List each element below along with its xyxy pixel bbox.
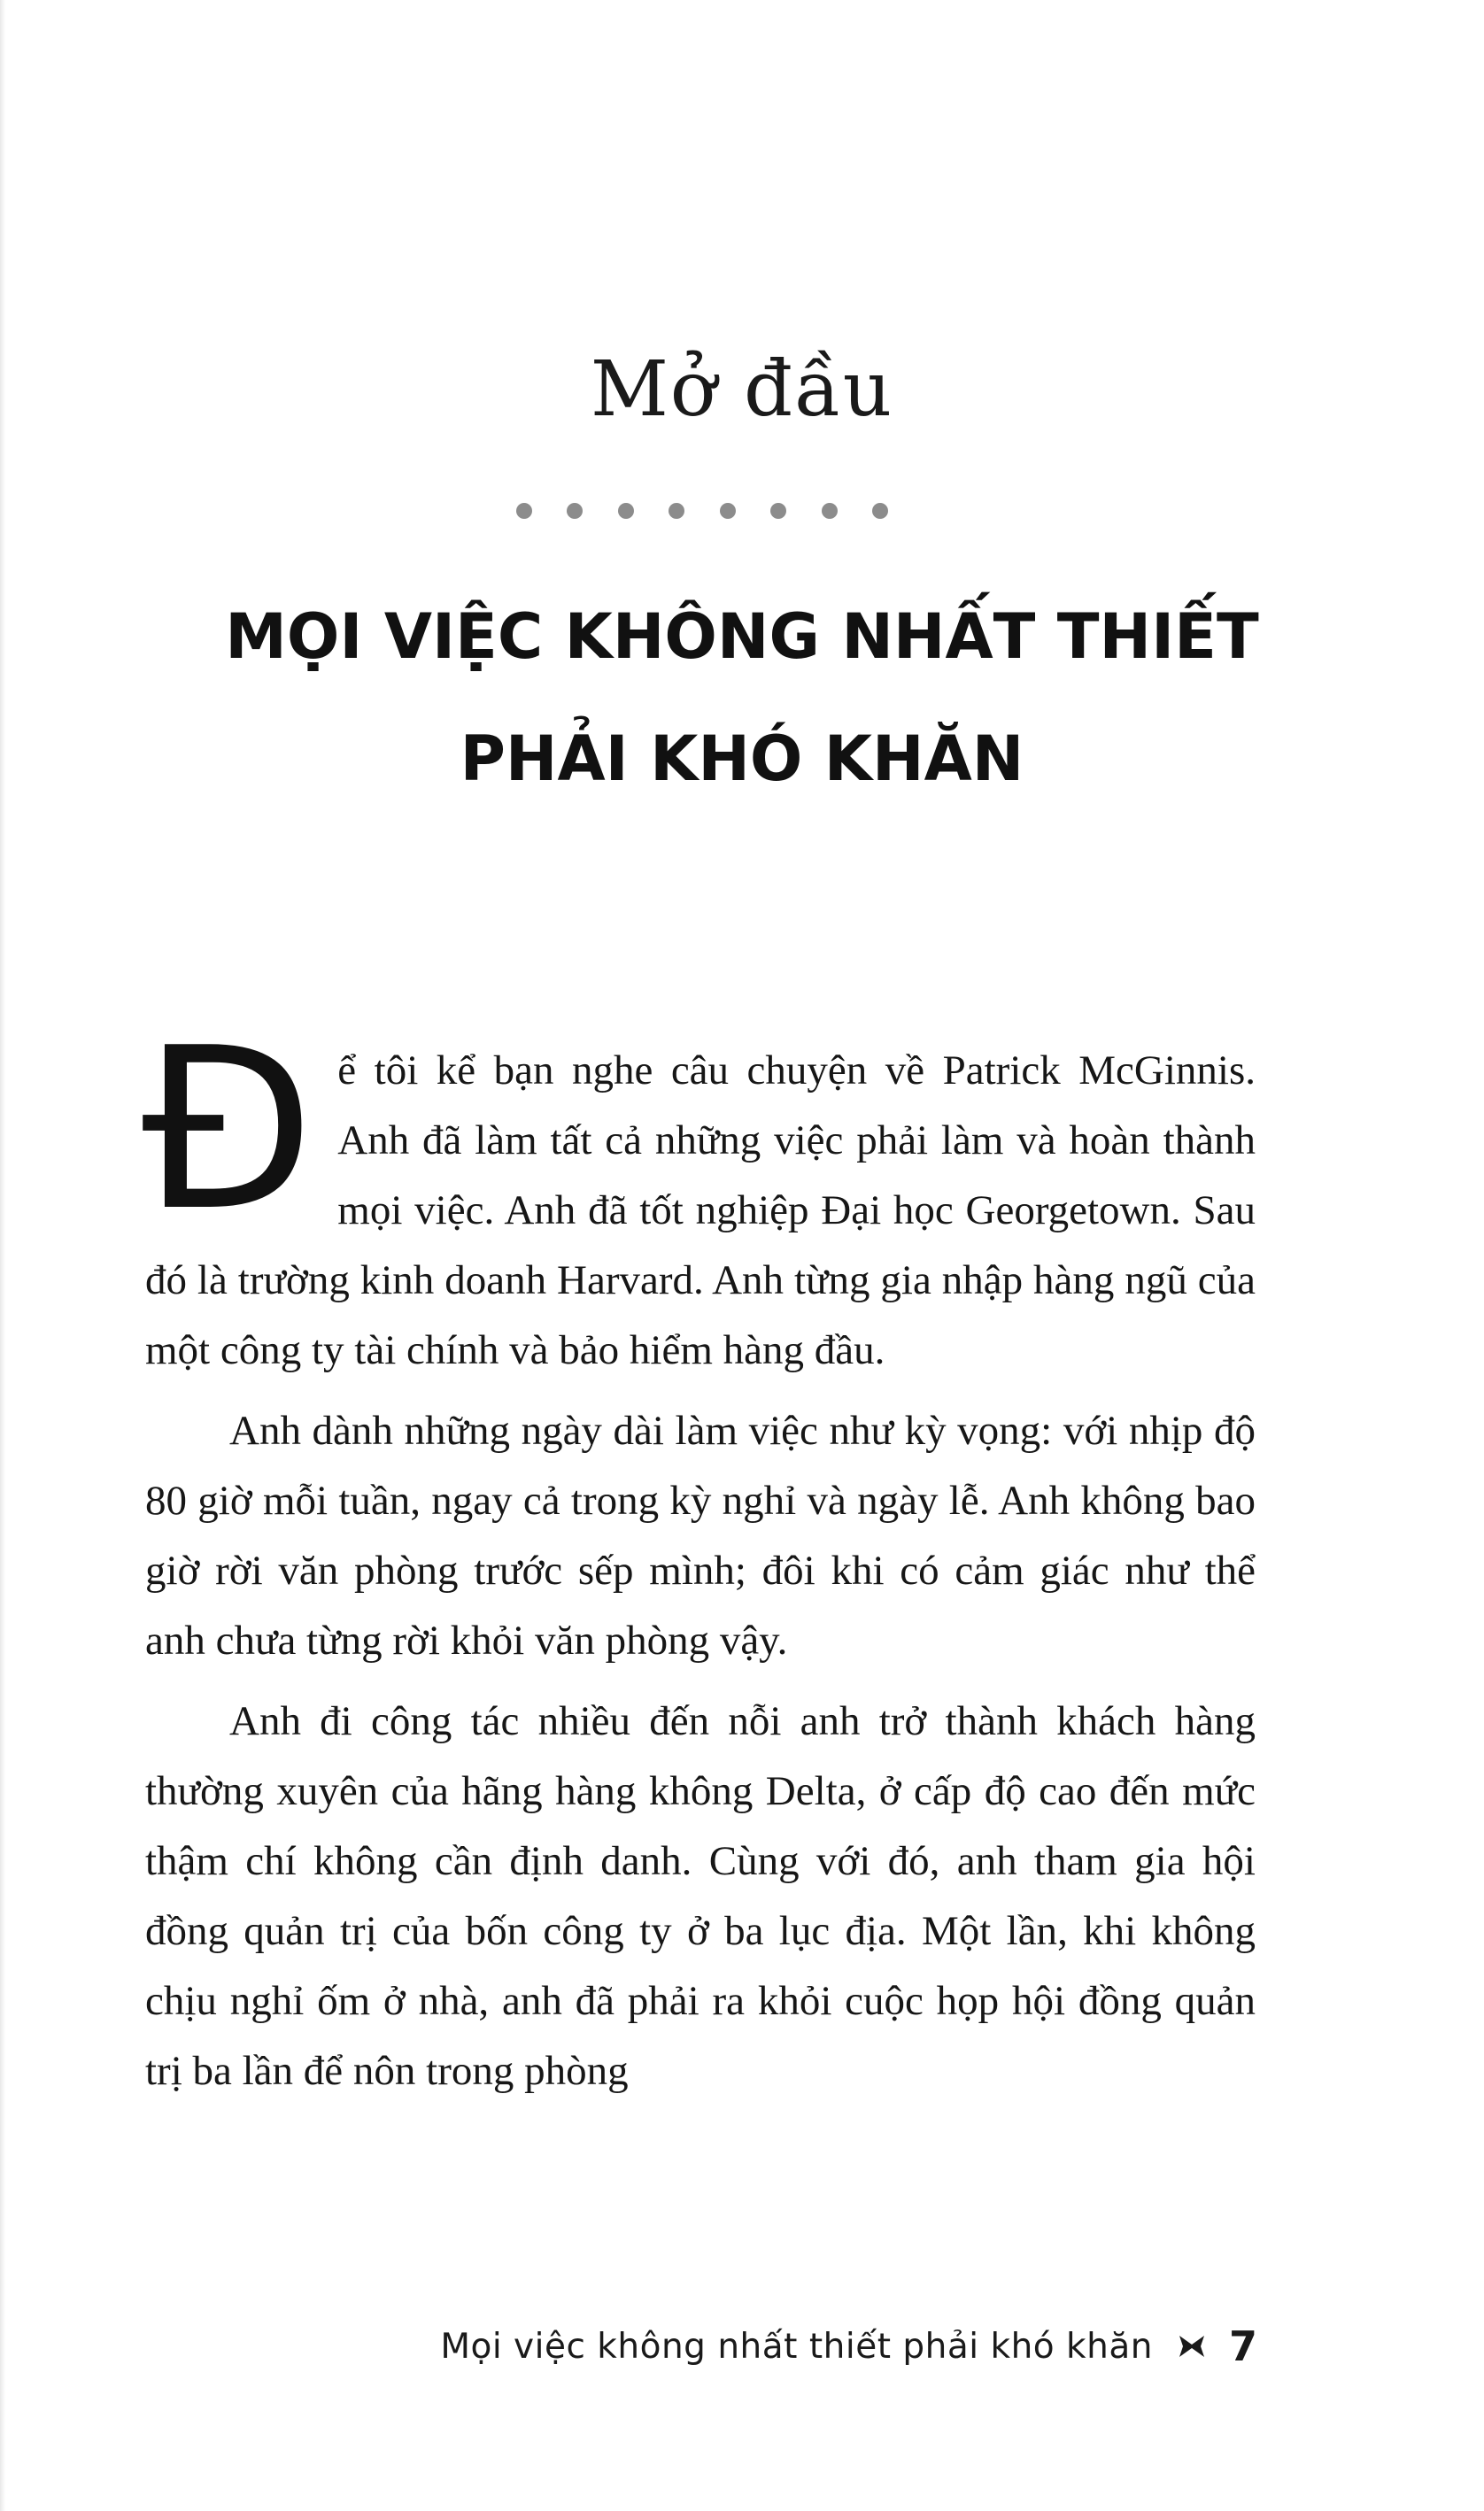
separator-dot [822,503,838,519]
separator-dot [720,503,736,519]
page-footer [0,2320,1257,2373]
bowtie-ornament-icon [1178,2332,1206,2360]
separator-dot [618,503,634,519]
separator-dot [567,503,583,519]
paragraph-3: Anh đi công tác nhiều đến nỗi anh trở thành khách hàng thường xuyên của hãng hàng không Delta, ở cấp độ cao đến mức thậm chí không cần định danh. Cùng với đó, anh tham gia hội đồng quản trị của bốn công ty ở ba lục địa. Một lần, khi không chịu nghỉ ốm ở nhà, anh đã phải ra khỏi cuộc họp hội đồng quản trị ba lần để nôn trong phòng [145,1698,1256,2094]
separator-dot [669,503,684,519]
paragraph-1 [142,1001,1256,1386]
paragraph-2: Anh dành những ngày dài làm việc như kỳ vọng: với nhịp độ 80 giờ mỗi tuần, ngay cả trong kỳ nghỉ và ngày lễ. Anh không bao giờ rời văn phòng trước sếp mình; đôi khi có cảm giác như thể anh chưa từng rời khỏi văn phòng vậy. [145,1408,1256,1664]
chapter-title-line-1: MỌI VIỆC KHÔNG NHẤT THIẾT [225,600,1259,673]
drop-cap: Đ [142,1001,315,1260]
page-number: 7 [1228,2322,1257,2370]
chapter-label: Mở đầu [590,345,894,434]
body-text [142,1001,1256,2117]
dot-separator [516,501,888,521]
chapter-title-line-2: PHẢI KHÓ KHĂN [460,722,1024,795]
running-title: Mọi việc không nhất thiết phải khó khăn [440,2326,1153,2367]
separator-dot [516,503,532,519]
paragraph-1-text: ể tôi kể bạn nghe câu chuyện về Patrick McGinnis. Anh đã làm tất cả những việc phải làm và hoàn thành mọi việc. Anh đã tốt nghiệp Đại học Georgetown. Sau đó là trường kinh doanh Harvard. Anh từng gia nhập hàng ngũ của một công ty tài chính và bảo hiểm hàng đầu. [145,1047,1256,1373]
separator-dot [872,503,888,519]
separator-dot [770,503,786,519]
chapter-title [0,576,1484,820]
